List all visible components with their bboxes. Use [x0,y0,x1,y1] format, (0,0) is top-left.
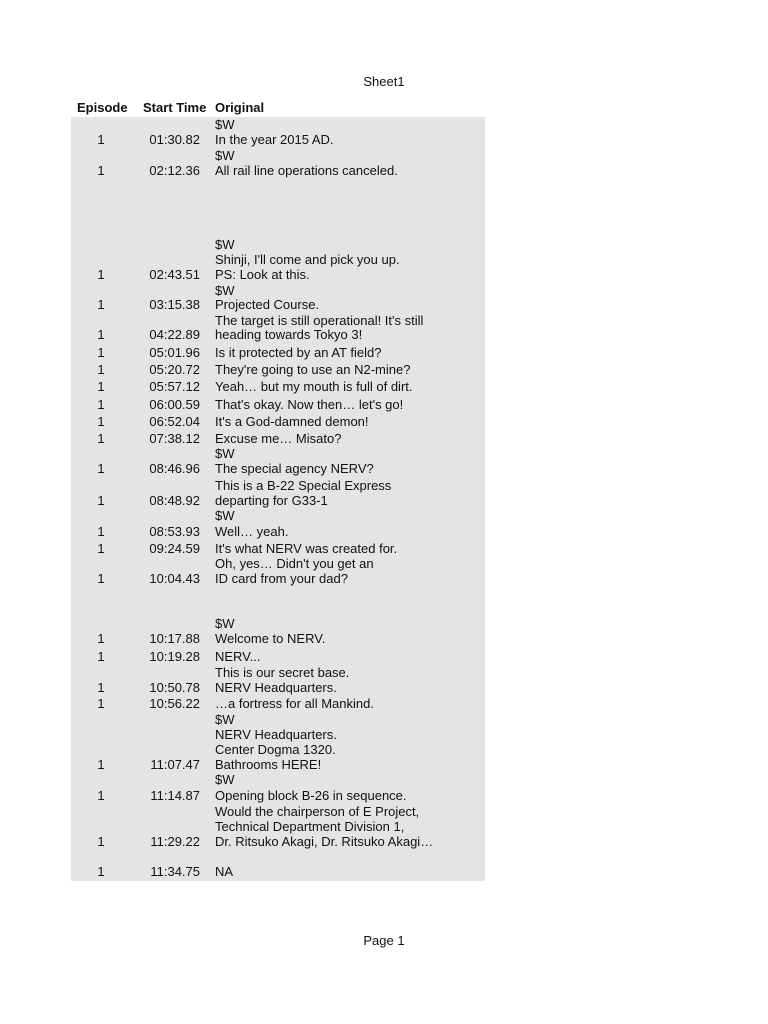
cell-start-time: 09:24.59 [149,541,200,556]
cell-original: Would the chairperson of E Project, [215,804,420,819]
cell-episode: 1 [97,163,105,178]
cell-original: $W [215,148,235,163]
cell-episode: 1 [97,431,105,446]
cell-original: NERV Headquarters. [215,680,337,695]
cell-episode: 1 [97,267,105,282]
cell-episode: 1 [97,524,105,539]
cell-original: $W [215,446,235,461]
cell-episode: 1 [97,297,105,312]
cell-original: Is it protected by an AT field? [215,345,382,360]
cell-start-time: 08:48.92 [149,493,200,508]
header-start-time: Start Time [143,100,207,115]
page-footer: Page 1 [363,933,405,948]
cell-start-time: 01:30.82 [149,132,200,147]
cell-original: This is our secret base. [215,665,350,680]
cell-start-time: 03:15.38 [149,297,200,312]
cell-episode: 1 [97,649,105,664]
cell-original: Yeah… but my mouth is full of dirt. [215,379,413,394]
cell-start-time: 07:38.12 [149,431,200,446]
cell-original: Shinji, I'll come and pick you up. [215,252,400,267]
cell-original: Well… yeah. [215,524,289,539]
cell-original: $W [215,237,235,252]
cell-start-time: 10:19.28 [149,649,200,664]
cell-original: This is a B-22 Special Express [215,478,392,493]
cell-original: heading towards Tokyo 3! [215,327,363,342]
cell-episode: 1 [97,834,105,849]
cell-original: All rail line operations canceled. [215,163,398,178]
cell-start-time: 08:46.96 [149,461,200,476]
cell-start-time: 05:57.12 [149,379,200,394]
cell-original: $W [215,508,235,523]
cell-original: PS: Look at this. [215,267,310,282]
cell-original: They're going to use an N2-mine? [215,362,411,377]
cell-original: It's a God-damned demon! [215,414,369,429]
cell-original: NA [215,864,234,879]
cell-original: ID card from your dad? [215,571,348,586]
cell-start-time: 02:43.51 [149,267,200,282]
cell-original: Center Dogma 1320. [215,742,336,757]
cell-start-time: 11:29.22 [150,834,200,849]
cell-original: NERV Headquarters. [215,727,337,742]
cell-episode: 1 [97,379,105,394]
cell-start-time: 02:12.36 [149,163,200,178]
cell-original: …a fortress for all Mankind. [215,696,374,711]
cell-start-time: 10:56.22 [149,696,200,711]
cell-episode: 1 [97,397,105,412]
cell-episode: 1 [97,493,105,508]
cell-start-time: 10:04.43 [149,571,200,586]
cell-original: $W [215,616,235,631]
cell-original: The target is still operational! It's still [215,313,424,328]
cell-original: $W [215,772,235,787]
cell-start-time: 11:34.75 [150,864,200,879]
cell-original: Technical Department Division 1, [215,819,405,834]
cell-start-time: 08:53.93 [149,524,200,539]
cell-original: Bathrooms HERE! [215,757,322,772]
cell-start-time: 05:01.96 [149,345,200,360]
cell-episode: 1 [97,414,105,429]
cell-original: Welcome to NERV. [215,631,326,646]
cell-start-time: 06:00.59 [149,397,200,412]
cell-episode: 1 [97,132,105,147]
cell-original: Dr. Ritsuko Akagi, Dr. Ritsuko Akagi… [215,834,434,849]
cell-episode: 1 [97,362,105,377]
cell-start-time: 04:22.89 [149,327,200,342]
cell-episode: 1 [97,757,105,772]
cell-episode: 1 [97,864,105,879]
cell-episode: 1 [97,327,105,342]
cell-start-time: 06:52.04 [149,414,200,429]
cell-start-time: 11:14.87 [150,788,200,803]
cell-start-time: 05:20.72 [149,362,200,377]
cell-original: Oh, yes… Didn't you get an [215,556,374,571]
cell-episode: 1 [97,788,105,803]
cell-start-time: 10:50.78 [149,680,200,695]
sheet-title: Sheet1 [363,74,405,89]
cell-episode: 1 [97,680,105,695]
cell-episode: 1 [97,571,105,586]
cell-original: Opening block B-26 in sequence. [215,788,407,803]
cell-original: Excuse me… Misato? [215,431,342,446]
cell-episode: 1 [97,345,105,360]
cell-episode: 1 [97,696,105,711]
cell-episode: 1 [97,541,105,556]
cell-original: Projected Course. [215,297,320,312]
cell-episode: 1 [97,461,105,476]
cell-original: It's what NERV was created for. [215,541,398,556]
cell-original: The special agency NERV? [215,461,374,476]
cell-original: departing for G33-1 [215,493,328,508]
cell-start-time: 11:07.47 [150,757,200,772]
cell-original: $W [215,283,235,298]
header-episode: Episode [77,100,128,115]
cell-original: NERV... [215,649,261,664]
cell-original: In the year 2015 AD. [215,132,334,147]
cell-original: $W [215,117,235,132]
header-original: Original [215,100,265,115]
cell-original: $W [215,712,235,727]
cell-episode: 1 [97,631,105,646]
cell-original: That's okay. Now then… let's go! [215,397,404,412]
cell-start-time: 10:17.88 [149,631,200,646]
